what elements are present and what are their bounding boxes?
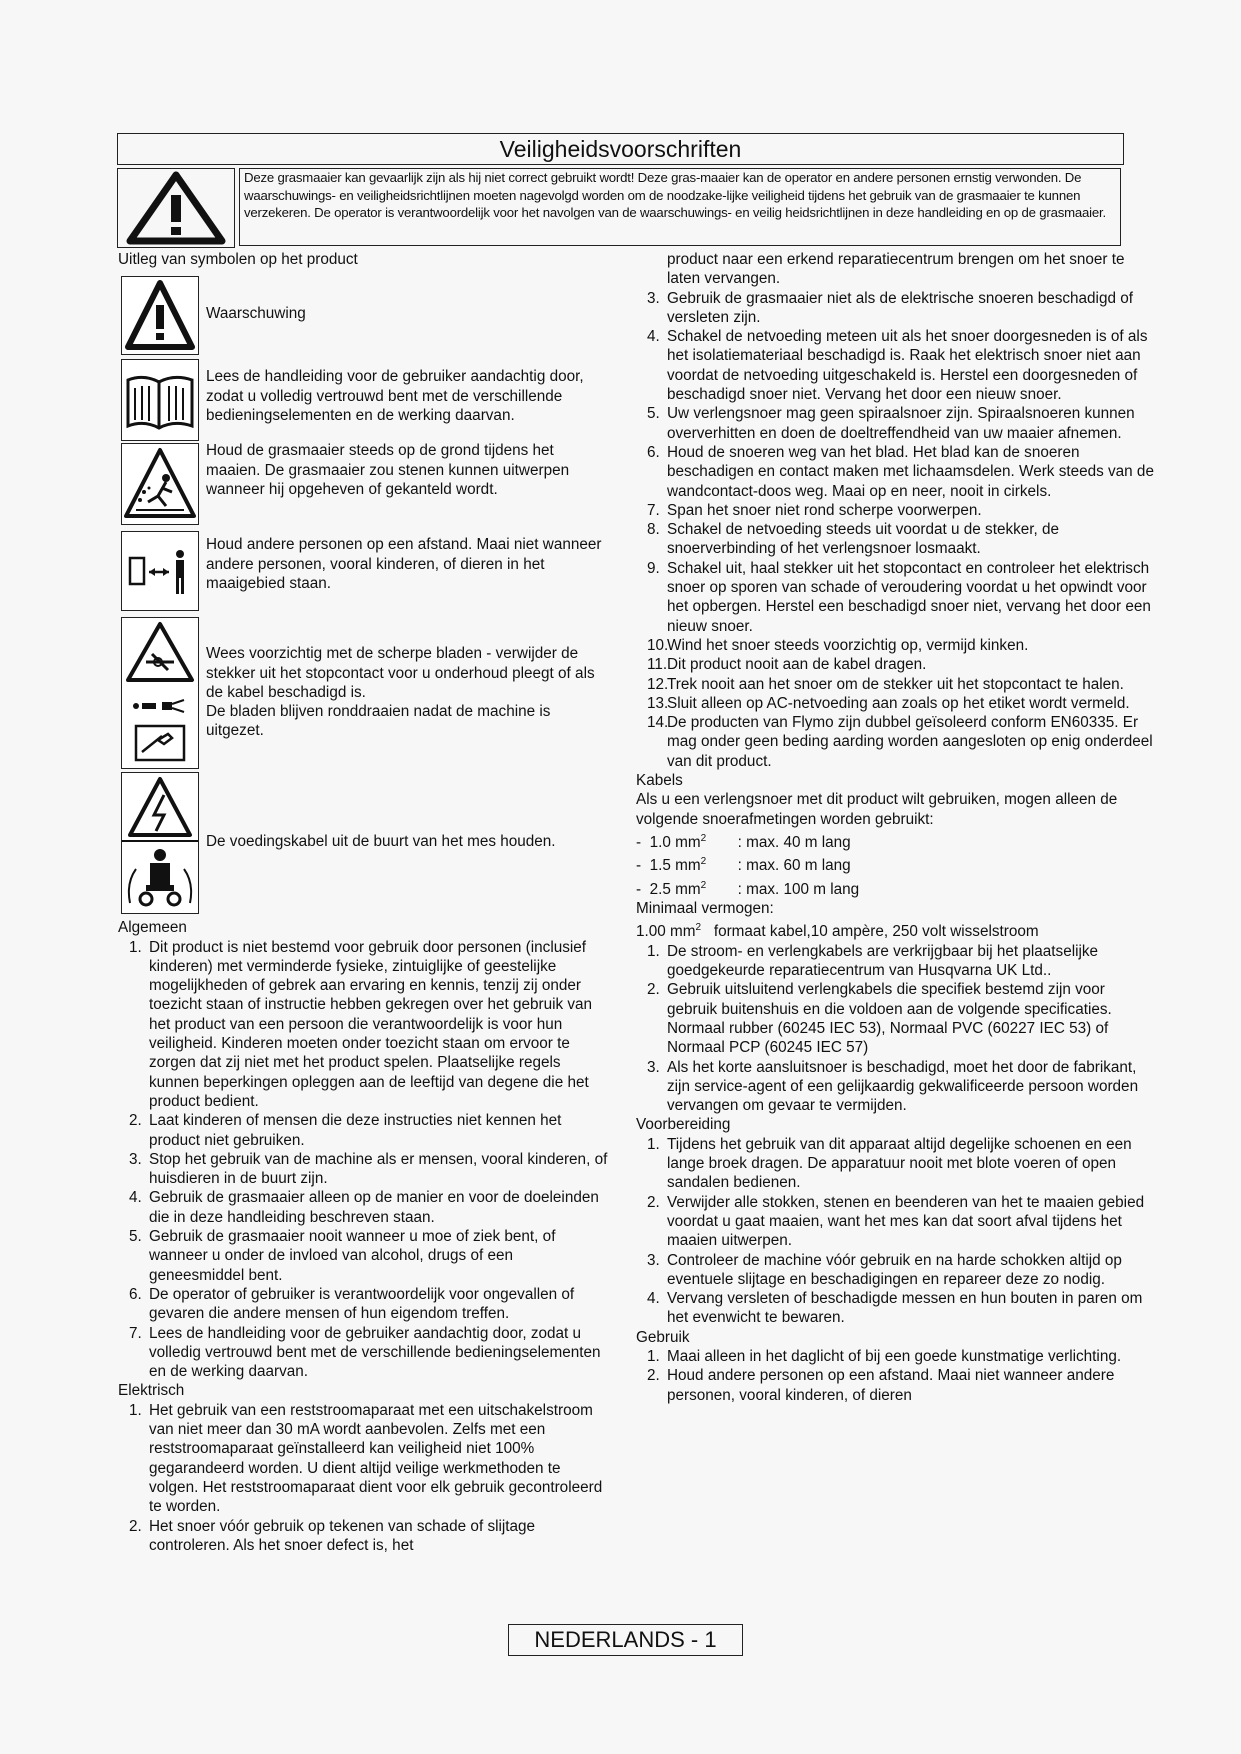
- list-item: 4. Schakel de netvoeding meteen uit als het snoer doorgesneden is of als het isolatiemateriaal beschadigd is. Raak het elektrisch snoer niet aan voordat de netvoeding uitgeschakeld is. Herstel een doorgesneden of beschadigd snoer niet. Vervang het door een nieuw snoer.: [647, 328, 1148, 404]
- symbols-heading: Uitleg van symbolen op het product: [118, 251, 358, 268]
- sharp-blades-icon: [121, 617, 199, 769]
- symbol-row: [118, 772, 608, 918]
- warning-triangle-icon: [118, 169, 234, 247]
- list-item: 1. De stroom- en verlengkabels are verkrijgbaar bij het plaatselijke goedgekeurde reparatiecentrum van Husqvarna UK Ltd..: [647, 942, 1099, 980]
- list-item: 8. Schakel de netvoeding steeds uit voordat u de stekker, de snoerverbinding of het verlengsnoer losmaakt.: [647, 521, 1060, 558]
- general-heading: Algemeen: [118, 919, 187, 937]
- symbol-row: [118, 615, 608, 772]
- list-item: 1. Het gebruik van een reststroomaparaat met een uitschakelstroom van niet meer dan 30 mA wordt aanbevolen. Zelfs met een reststroomaparaat geïnstalleerd kan veiligheid niet 100% gegarandeerd worden. U dient altijd veilige werkmethoden te volgen. Het reststroomaparaat dient voor elk gebruik gecontroleerd te worden.: [129, 1401, 603, 1516]
- page-title: Veiligheidsvoorschriften: [117, 133, 1124, 165]
- list-item: 13.Sluit alleen op AC-netvoeding aan zoals op het etiket wordt vermeld.: [647, 694, 1130, 712]
- list-item: 3. Stop het gebruik van de machine als er mensen, vooral kinderen, of huisdieren in de buurt zijn.: [129, 1150, 608, 1188]
- list-item: 4. Gebruik de grasmaaier alleen op de manier en voor de doeleinden die in deze handleiding beschreven staan.: [129, 1189, 599, 1226]
- list-item: 7. Span het snoer niet rond scherpe voorwerpen.: [647, 501, 982, 519]
- list-item: 9. Schakel uit, haal stekker uit het stopcontact en controleer het elektrisch snoer op sporen van schade of veroudering voordat u het opwindt voor het opbergen. Herstel een beschadigd snoer niet, vervang het door een nieuw snoer.: [647, 559, 1151, 635]
- list-item: 3. Als het korte aansluitsnoer is beschadigd, moet het door de fabrikant, zijn service-agent of een gelijkaardig gekwalificeerde persoon worden vervangen om gevaar te vermijden.: [647, 1058, 1139, 1115]
- list-item: 4. Vervang versleten of beschadigde messen en hun bouten in paren om het evenwicht te bewaren.: [647, 1290, 1143, 1327]
- keep-distance-icon: [121, 531, 199, 611]
- list-item: 1. Tijdens het gebruik van dit apparaat altijd degelijke schoenen en een lange broek dragen. De apparatuur nooit met blote voeren of open sandalen bedienen.: [647, 1135, 1132, 1192]
- min-heading: Minimaal vermogen:: [636, 900, 774, 918]
- list-item: 3. Gebruik de grasmaaier niet als de elektrische snoeren beschadigd of versleten zijn.: [647, 289, 1133, 326]
- cable-size-row: - 1.0 $mm^2$ : max. 40 m lang: [636, 832, 851, 851]
- cables-intro: Als u een verlengsnoer met dit product wilt gebruiken, mogen alleen de volgende snoerafmetingen worden gebruikt:: [636, 791, 1118, 828]
- list-item: 6. Houd de snoeren weg van het blad. Het blad kan de snoeren beschadigen en contact maken met lichaamsdelen. Werk steeds van de wandcontact-doos weg. Maai op en neer, nooit in cirkels.: [647, 443, 1154, 500]
- use-list: [636, 1347, 1156, 1405]
- electric-list: [118, 1401, 608, 1555]
- cable-size-row: - 2.5 $mm^2$ : max. 100 m lang: [636, 879, 860, 898]
- list-item: 11.Dit product nooit aan de kabel dragen.: [647, 656, 927, 674]
- list-item: 1. Dit product is niet bestemd voor gebruik door personen (inclusief kinderen) met verminderde fysieke, zintuiglijke of geestelijke mogelijkheden of gebrek aan ervaring en kennis, tenzij zij onder toezicht staan of instructie hebben gekregen over het gebruik van het product van een persoon die verantwoordelijk is voor hun veiligheid. Kinderen moeten onder toezicht staan om ervoor te zorgen dat zij niet met het product spelen. Plaatselijke regels kunnen beperkingen opleggen aan de leeftijd van degene die het product bedient.: [129, 938, 593, 1110]
- cable-size-row: - 1.5 $mm^2$ : max. 60 m lang: [636, 856, 851, 875]
- symbol-text: Waarschuwing: [206, 305, 306, 323]
- list-item: 6. De operator of gebruiker is verantwoordelijk voor ongevallen of gevaren die andere mensen of hun eigendom treffen.: [129, 1285, 575, 1323]
- manual-book-icon: [121, 359, 199, 441]
- right-column: [636, 250, 1156, 1405]
- list-item: 2. Laat kinderen of mensen die deze instructies niet kennen het product niet gebruiken.: [129, 1112, 562, 1149]
- electric-cable-icon: [121, 772, 199, 914]
- symbol-text: Houd andere personen op een afstand. Maai niet wanneer andere personen, vooral kinderen, of dieren in het maaigebied staan.: [206, 536, 602, 592]
- prep-list: [636, 1135, 1156, 1328]
- intro-text: Deze grasmaaier kan gevaarlijk zijn als hij niet correct gebruikt wordt! Deze gras-maaier kan de operator en andere personen ernstig verwonden. De waarschuwings- en veiligheidsrichtlijnen moeten nagevolgd worden om de noodzake-lijke veiligheid tijdens het gebruik van de grasmaaier te kunnen verzekeren. De operator is verantwoordelijk voor het navolgen van de waarschuwings- en veilig heidsrichtlijnen in deze handleiding en op de grasmaaier.: [239, 168, 1121, 246]
- symbol-text: De bladen blijven ronddraaien nadat de machine is uitgezet.: [206, 703, 551, 740]
- list-item: 3. Controleer de machine vóór gebruik en na harde schokken altijd op eventuele slijtage en beschadigingen en repareer deze zo nodig.: [647, 1251, 1122, 1288]
- list-item: 12.Trek nooit aan het snoer om de stekker uit het stopcontact te halen.: [647, 675, 1124, 693]
- list-item: 2. Houd andere personen op een afstand. Maai niet wanneer andere personen, vooral kinderen, of dieren: [647, 1367, 1115, 1404]
- list-item: 5. Uw verlengsnoer mag geen spiraalsnoer zijn. Spiraalsnoeren kunnen oververhitten en doen de doeltreffendheid van uw maaier afnemen.: [647, 405, 1135, 442]
- list-item: 2. Verwijder alle stokken, stenen en beenderen van het te maaien gebied voordat u gaat maaien, want het mes kan dat soort afval tijdens het maaien uitwerpen.: [647, 1193, 1145, 1250]
- symbol-row: [118, 441, 608, 529]
- list-item: 2. Gebruik uitsluitend verlengkabels die specifiek bestemd zijn voor gebruik buitenshuis en die voldoen aan de volgende specificaties. Normaal rubber (60245 IEC 53), Normaal PVC (60227 IEC 53) of Normaal PCP (60245 IEC 57): [647, 981, 1112, 1057]
- list-item: 1. Maai alleen in het daglicht of bij een goede kunstmatige verlichting.: [647, 1348, 1122, 1365]
- cables-list: [636, 942, 1156, 1116]
- list-item: 5. Gebruik de grasmaaier nooit wanneer u moe of ziek bent, of wanneer u onder de invloed van alcohol, drugs of een geneesmiddel bent.: [129, 1228, 556, 1284]
- electric-continued: product naar een erkend reparatiecentrum brengen om het snoer te laten vervangen.: [667, 251, 1125, 288]
- intro-warning: [117, 168, 1124, 246]
- intro-warning-icon-box: [117, 168, 235, 248]
- symbol-text: De voedingskabel uit de buurt van het mes houden.: [206, 833, 556, 851]
- symbol-text: Wees voorzichtig met de scherpe bladen - verwijder de stekker uit het stopcontact voor u onderhoud pleegt of als de kabel beschadigd is.: [206, 645, 595, 701]
- list-item: 14.De producten van Flymo zijn dubbel geïsoleerd conform EN60335. Er mag onder geen beding aarding worden aangesloten op enig onderdeel van dit product.: [647, 714, 1153, 770]
- left-column: [118, 250, 608, 1555]
- use-heading: Gebruik: [636, 1328, 690, 1346]
- prep-heading: Voorbereiding: [636, 1116, 731, 1134]
- warning-triangle-icon: [121, 276, 199, 355]
- symbol-text: Houd de grasmaaier steeds op de grond tijdens het maaien. De grasmaaier zou stenen kunnen uitwerpen wanneer hij opgeheven of gekanteld wordt.: [206, 442, 570, 498]
- symbol-row: [118, 269, 608, 357]
- symbol-row: [118, 357, 608, 441]
- list-item: 7. Lees de handleiding voor de gebruiker aandachtig door, zodat u volledig vertrouwd bent met de verschillende bedieningselementen en de werking daarvan.: [129, 1324, 601, 1381]
- min-spec: 1.00 $mm^2$ formaat kabel,10 ampère, 250 volt wisselstroom: [636, 922, 1039, 941]
- list-item: 2. Het snoer vóór gebruik op tekenen van schade of slijtage controleren. Als het snoer defect is, het: [129, 1517, 536, 1554]
- cables-heading: Kabels: [636, 772, 683, 790]
- list-item: 10.Wind het snoer steeds voorzichtig op, vermijd kinken.: [647, 636, 1029, 654]
- symbol-row: [118, 529, 608, 615]
- page-footer: NEDERLANDS - 1: [508, 1624, 743, 1656]
- electric-list-continued: [636, 289, 1156, 771]
- thrown-objects-icon: [121, 443, 199, 525]
- general-list: [118, 938, 608, 1382]
- symbol-text: Lees de handleiding voor de gebruiker aandachtig door, zodat u volledig vertrouwd bent met de verschillende bedieningselementen en de werking daarvan.: [206, 368, 584, 424]
- electric-heading: Elektrisch: [118, 1382, 185, 1400]
